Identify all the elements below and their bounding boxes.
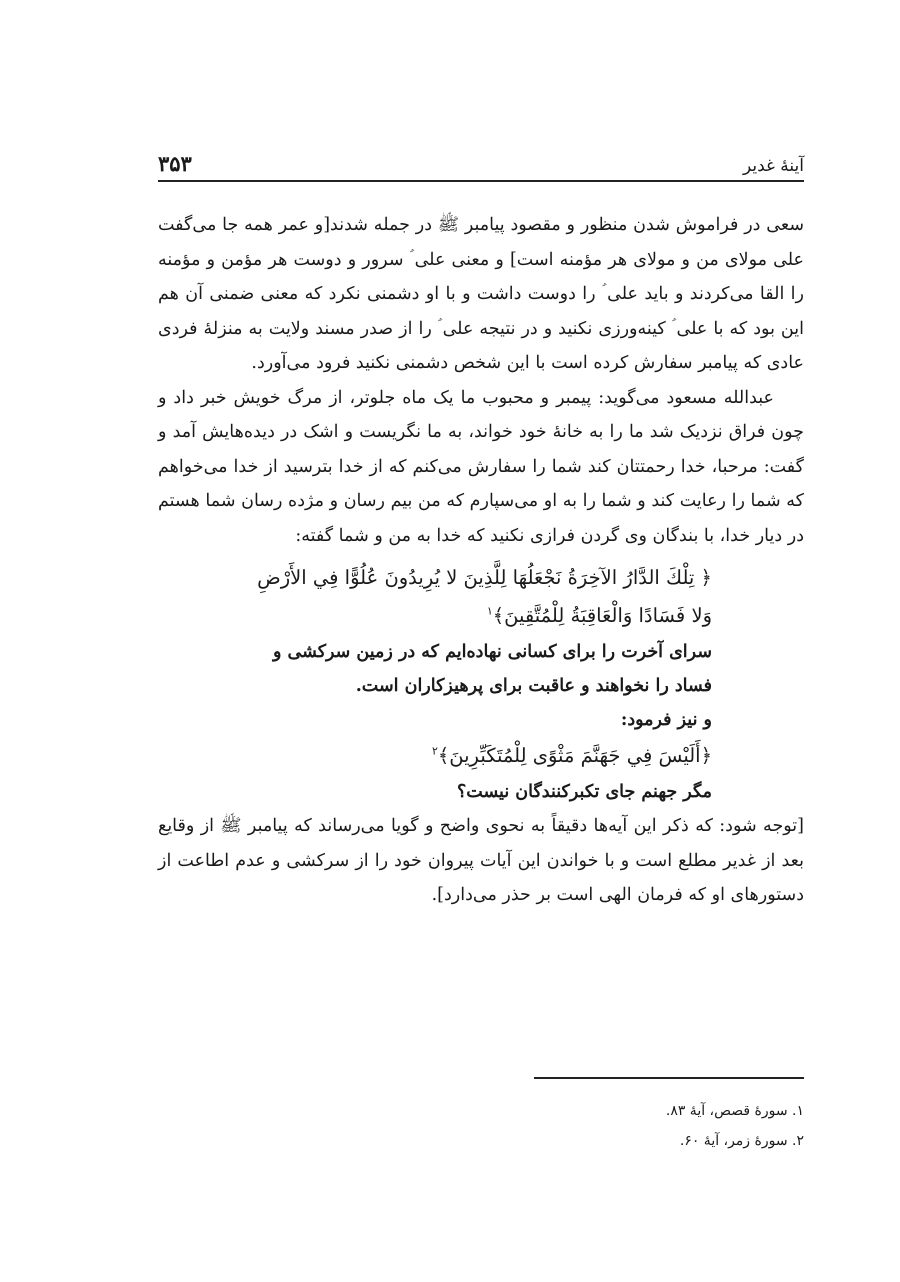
translation-1-line-1: سرای آخرت را برای کسانی نهاده‌ایم که در زمین سرکشی و <box>272 642 712 662</box>
footnote-ref-1: ۱ <box>486 604 493 618</box>
paragraph-1: سعی در فراموش شدن منظور و مقصود پیامبر ﷺ در جمله شدند[و عمر همه جا می‌گفت علی مولای من و مولای هر مؤمنه است] و معنی علی ؑ سرور و دوست هر مؤمن و مؤمنه را القا می‌کردند و باید علی ؑ را دوست داشت و با او دشمنی نکرد که معنی ضمنی آن هم این بود که با علی ؑ کینه‌ورزی نکنید و در نتیجه علی ؑ را از صدر مسند ولایت به منزلهٔ فردی عادی که پیامبر سفارش کرده است با این شخص دشمنی نکنید فرود می‌آورد. <box>158 215 804 373</box>
verse-1-line-2-text: وَلا فَسَادًا وَالْعَاقِبَةُ لِلْمُتَّقِينَ﴾ <box>492 604 712 627</box>
body-text <box>158 208 804 913</box>
closing-paragraph: [توجه شود: که ذکر این آیه‌ها دقیقاً به نحوی واضح و گویا می‌رساند که پیامبر ﷺ از وقایع بعد از غدیر مطلع است و با خواندن این آیات پیروان خود را از سرکشی و عدم اطاعت از دستورهای او که فرمان الهی است بر حذر می‌دارد]. <box>158 816 804 905</box>
running-title: آینهٔ غدیر <box>742 156 804 176</box>
connector-text: و نیز فرمود: <box>620 710 712 730</box>
translation-1-line-2: فساد را نخواهند و عاقبت برای پرهیزکاران است. <box>355 676 712 696</box>
paragraph-2: عبدالله مسعود می‌گوید: پیمبر و محبوب ما یک ماه جلوتر، از مرگ خویش خبر داد و چون فراق نزدیک شد ما را به خانهٔ خود خواند، به ما نگریست و اشک در دیده‌هایش آمد و گفت: مرحبا، خدا رحمتتان کند شما را سفارش می‌کنم که از خدا بترسید از خدا می‌خواهم که شما را رعایت کند و شما را به او می‌سپارم که من بیم رسان و مژده رسان شما هستم در دیار خدا، با بندگان وی گردن فرازی نکنید که خدا به من و شما گفته: <box>158 387 804 546</box>
running-header <box>158 148 804 182</box>
footnotes <box>158 1096 804 1156</box>
translation-2: مگر جهنم جای تکبرکنندگان نیست؟ <box>456 782 712 802</box>
footnote-1: ۱. سورهٔ قصص، آیهٔ ۸۳. <box>665 1103 804 1119</box>
verse-2 <box>158 737 712 775</box>
verse-2-text: ﴿أَلَيْسَ فِي جَهَنَّمَ مَثْوًى لِلْمُتَكَبِّرِينَ﴾ <box>437 744 712 767</box>
footnote-ref-2: ۲ <box>431 744 438 758</box>
verse-1-line-2 <box>158 597 712 635</box>
footnote-2: ۲. سورهٔ زمر، آیهٔ ۶۰. <box>679 1133 804 1149</box>
verse-1-line-1: ﴿ تِلْكَ الدَّارُ الآخِرَةُ نَجْعَلُهَا لِلَّذِينَ لا يُرِيدُونَ عُلُوًّا فِي الأَرْضِ <box>257 566 712 589</box>
book-page <box>158 0 804 1282</box>
quran-quote-block <box>158 559 712 809</box>
page-number: ۳۵۳ <box>158 151 192 176</box>
footnote-divider <box>534 1077 804 1079</box>
